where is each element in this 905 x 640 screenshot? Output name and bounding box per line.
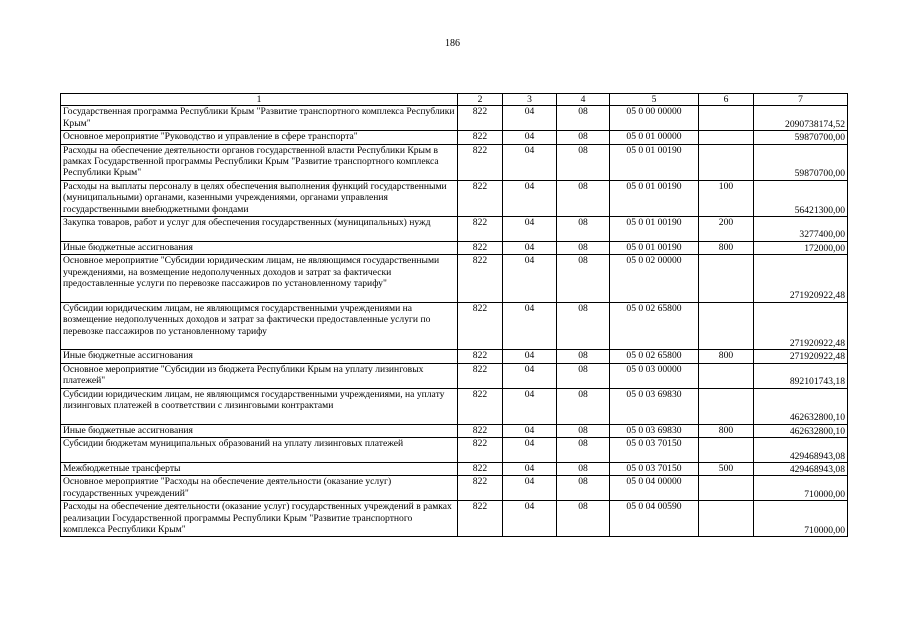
amount-value: 172000,00 [754, 241, 848, 254]
ministry-code: 822 [458, 388, 503, 424]
target-article-code: 05 0 02 65800 [610, 302, 699, 350]
target-article-code: 05 0 01 00190 [610, 144, 699, 180]
target-article-code: 05 0 00 00000 [610, 106, 699, 131]
row-description: Закупка товаров, работ и услуг для обеспечения государственных (муниципальных) нужд [61, 216, 458, 241]
row-description: Расходы на обеспечение деятельности (оказание услуг) государственных учреждений в рамках реализации Государственной программы Республики Крым "Развитие транспортного комплекса Республики Крым" [61, 501, 458, 537]
subsection-code: 08 [557, 180, 610, 216]
ministry-code: 822 [458, 424, 503, 437]
column-header: 2 [458, 94, 503, 106]
target-article-code: 05 0 03 70150 [610, 438, 699, 463]
subsection-code: 08 [557, 462, 610, 475]
section-code: 04 [503, 476, 557, 501]
expense-type-code: 100 [699, 180, 754, 216]
row-description: Государственная программа Республики Крым "Развитие транспортного комплекса Республики Крым" [61, 106, 458, 131]
ministry-code: 822 [458, 302, 503, 350]
subsection-code: 08 [557, 388, 610, 424]
row-description: Межбюджетные трансферты [61, 462, 458, 475]
expense-type-code [699, 302, 754, 350]
section-code: 04 [503, 363, 557, 388]
ministry-code: 822 [458, 180, 503, 216]
row-description: Субсидии юридическим лицам, не являющимся государственными учреждениями на возмещение недополученных доходов и затрат за фактически предоставленные услуги по перевозке пассажиров по установленному тарифу [61, 302, 458, 350]
target-article-code: 05 0 01 00000 [610, 131, 699, 144]
expense-type-code [699, 388, 754, 424]
section-code: 04 [503, 241, 557, 254]
ministry-code: 822 [458, 501, 503, 537]
table-row [61, 216, 848, 241]
row-description: Основное мероприятие "Руководство и управление в сфере транспорта" [61, 131, 458, 144]
target-article-code: 05 0 03 69830 [610, 424, 699, 437]
ministry-code: 822 [458, 131, 503, 144]
target-article-code: 05 0 03 70150 [610, 462, 699, 475]
subsection-code: 08 [557, 350, 610, 363]
subsection-code: 08 [557, 501, 610, 537]
section-code: 04 [503, 106, 557, 131]
section-code: 04 [503, 180, 557, 216]
column-header: 5 [610, 94, 699, 106]
table-row [61, 131, 848, 144]
table-row [61, 241, 848, 254]
amount-value: 2090738174,52 [754, 106, 848, 131]
row-description: Субсидии юридическим лицам, не являющимся государственными учреждениями, на уплату лизинговых платежей в соответствии с лизинговыми контрактами [61, 388, 458, 424]
table-row [61, 438, 848, 463]
budget-table [60, 93, 848, 537]
amount-value: 710000,00 [754, 476, 848, 501]
section-code: 04 [503, 438, 557, 463]
column-header: 7 [754, 94, 848, 106]
subsection-code: 08 [557, 476, 610, 501]
expense-type-code [699, 438, 754, 463]
column-header: 6 [699, 94, 754, 106]
ministry-code: 822 [458, 216, 503, 241]
subsection-code: 08 [557, 255, 610, 303]
table-row [61, 462, 848, 475]
amount-value: 892101743,18 [754, 363, 848, 388]
amount-value: 462632800,10 [754, 424, 848, 437]
subsection-code: 08 [557, 302, 610, 350]
ministry-code: 822 [458, 106, 503, 131]
section-code: 04 [503, 216, 557, 241]
row-description: Иные бюджетные ассигнования [61, 350, 458, 363]
ministry-code: 822 [458, 462, 503, 475]
subsection-code: 08 [557, 216, 610, 241]
expense-type-code [699, 501, 754, 537]
target-article-code: 05 0 01 00190 [610, 216, 699, 241]
amount-value: 429468943,08 [754, 462, 848, 475]
column-header: 3 [503, 94, 557, 106]
expense-type-code [699, 476, 754, 501]
ministry-code: 822 [458, 350, 503, 363]
expense-type-code [699, 363, 754, 388]
expense-type-code: 800 [699, 241, 754, 254]
section-code: 04 [503, 350, 557, 363]
row-description: Иные бюджетные ассигнования [61, 241, 458, 254]
section-code: 04 [503, 144, 557, 180]
row-description: Основное мероприятие "Расходы на обеспечение деятельности (оказание услуг) государственных учреждений" [61, 476, 458, 501]
amount-value: 271920922,48 [754, 350, 848, 363]
table-row [61, 350, 848, 363]
table-row [61, 180, 848, 216]
target-article-code: 05 0 01 00190 [610, 241, 699, 254]
table-row [61, 424, 848, 437]
expense-type-code [699, 106, 754, 131]
table-header-row [61, 94, 848, 106]
section-code: 04 [503, 302, 557, 350]
target-article-code: 05 0 02 00000 [610, 255, 699, 303]
amount-value: 3277400,00 [754, 216, 848, 241]
ministry-code: 822 [458, 255, 503, 303]
ministry-code: 822 [458, 438, 503, 463]
amount-value: 710000,00 [754, 501, 848, 537]
expense-type-code: 800 [699, 424, 754, 437]
expense-type-code [699, 131, 754, 144]
subsection-code: 08 [557, 144, 610, 180]
target-article-code: 05 0 04 00590 [610, 501, 699, 537]
row-description: Основное мероприятие "Субсидии юридическим лицам, не являющимся государственными учреждениями, на возмещение недополученных доходов и затрат за фактически предоставленные услуги по перевозке пассажиров по установленному тарифу" [61, 255, 458, 303]
amount-value: 271920922,48 [754, 302, 848, 350]
page-number: 186 [445, 38, 460, 49]
table-row [61, 302, 848, 350]
target-article-code: 05 0 04 00000 [610, 476, 699, 501]
row-description: Субсидии бюджетам муниципальных образований на уплату лизинговых платежей [61, 438, 458, 463]
row-description: Расходы на обеспечение деятельности органов государственной власти Республики Крым в рамках Государственной программы Республики Крым "Развитие транспортного комплекса Республики Крым" [61, 144, 458, 180]
subsection-code: 08 [557, 424, 610, 437]
column-header: 4 [557, 94, 610, 106]
expense-type-code [699, 144, 754, 180]
amount-value: 59870700,00 [754, 131, 848, 144]
table-row [61, 106, 848, 131]
subsection-code: 08 [557, 438, 610, 463]
expense-type-code: 800 [699, 350, 754, 363]
ministry-code: 822 [458, 144, 503, 180]
row-description: Основное мероприятие "Субсидии из бюджета Республики Крым на уплату лизинговых платежей" [61, 363, 458, 388]
table-row [61, 501, 848, 537]
subsection-code: 08 [557, 131, 610, 144]
table-row [61, 144, 848, 180]
target-article-code: 05 0 03 00000 [610, 363, 699, 388]
amount-value: 59870700,00 [754, 144, 848, 180]
ministry-code: 822 [458, 476, 503, 501]
column-header: 1 [61, 94, 458, 106]
amount-value: 271920922,48 [754, 255, 848, 303]
section-code: 04 [503, 424, 557, 437]
table-row [61, 388, 848, 424]
amount-value: 462632800,10 [754, 388, 848, 424]
ministry-code: 822 [458, 241, 503, 254]
target-article-code: 05 0 02 65800 [610, 350, 699, 363]
subsection-code: 08 [557, 241, 610, 254]
expense-type-code: 200 [699, 216, 754, 241]
expense-type-code: 500 [699, 462, 754, 475]
row-description: Иные бюджетные ассигнования [61, 424, 458, 437]
table-row [61, 476, 848, 501]
expense-type-code [699, 255, 754, 303]
row-description: Расходы на выплаты персоналу в целях обеспечения выполнения функций государственными (муниципальными) органами, казенными учреждениями, органами управления государственными внебюджетными фондами [61, 180, 458, 216]
section-code: 04 [503, 131, 557, 144]
section-code: 04 [503, 255, 557, 303]
section-code: 04 [503, 501, 557, 537]
target-article-code: 05 0 03 69830 [610, 388, 699, 424]
section-code: 04 [503, 388, 557, 424]
subsection-code: 08 [557, 106, 610, 131]
section-code: 04 [503, 462, 557, 475]
table-row [61, 363, 848, 388]
ministry-code: 822 [458, 363, 503, 388]
table-row [61, 255, 848, 303]
subsection-code: 08 [557, 363, 610, 388]
amount-value: 429468943,08 [754, 438, 848, 463]
amount-value: 56421300,00 [754, 180, 848, 216]
target-article-code: 05 0 01 00190 [610, 180, 699, 216]
